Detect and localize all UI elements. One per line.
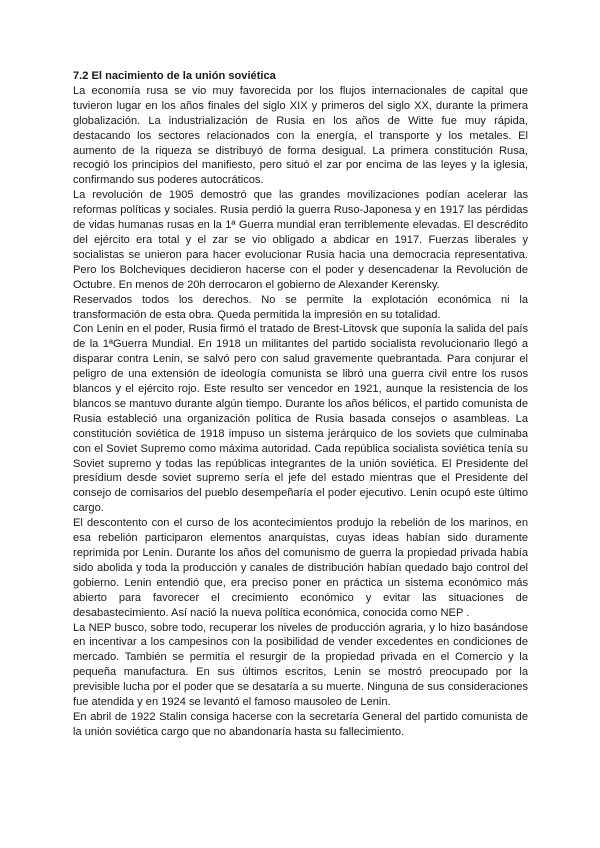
section-heading: 7.2 El nacimiento de la unión soviética (73, 70, 276, 82)
document-page (73, 69, 528, 740)
paragraph-lenin-power: Con Lenin en el poder, Rusia firmó el tratado de Brest-Litovsk que suponía la salida del país de la 1ªGuerra Mundial. En 1918 un militantes del partido socialista revolucionario llegó a disparar contra Lenin, se salvó pero con salud gravemente quebrantada. Para conjurar el peligro de una extensión de ideología comunista se libró una guerra civil entre los rusos blancos y el ejército rojo. Este resulto ser vencedor en 1921, aunque la resistencia de los blancos se mantuvo durante algún tiempo. Durante los años bélicos, el partido comunista de Rusia estableció una organización política de Rusia basada consejos o asambleas. La constitución soviética de 1918 impuso un sistema jerárquico de los soviets que culminaba con el Soviet Supremo como máxima autoridad. Cada república socialista soviética tenía su Soviet supremo y todas las repúblicas integrantes de la unión soviética. El Presidente del presídium desde soviet supremo sería el jefe del estado mientras que el Presidente del consejo de comisarios del pueblo desempeñaría el poder ejecutivo. Lenin ocupó este último cargo. (73, 323, 528, 515)
paragraph-revolution: La revolución de 1905 demostró que las grandes movilizaciones podían acelerar las reformas políticas y sociales. Rusia perdió la guerra Ruso-Japonesa y en 1917 las pérdidas de vidas humanas rusas en la 1ª Guerra mundial eran terriblemente elevadas. El descrédito del ejército era total y el zar se vio obligado a abdicar en 1917. Fuerzas liberales y socialistas se unieron para hacer evolucionar Rusia hacia una democracia representativa. Pero los Bolcheviques decidieron hacerse con el poder y desencadenar la Revolución de Octubre. En menos de 20h derrocaron el gobierno de Alexander Kerensky. (73, 189, 528, 291)
paragraph-discontent: El descontento con el curso de los acontecimientos produjo la rebelión de los marinos, en esa rebelión participaron elementos anarquistas, cuyas ideas habían sido duramente reprimida por Lenin. Durante los años del comunismo de guerra la propiedad privada había sido abolida y toda la producción y canales de distribución habían quedado bajo control del gobierno. Lenin entendió que, era preciso poner en práctica un sistema económico más abierto para favorecer el crecimiento económico y evitar las situaciones de desabastecimiento. Así nació la nueva política económica, conocida como NEP . (73, 517, 528, 619)
paragraph-rights-notice: Reservados todos los derechos. No se permite la explotación económica ni la transformación de esta obra. Queda permitida la impresión en su totalidad. (73, 293, 528, 321)
paragraph-nep: La NEP busco, sobre todo, recuperar los niveles de producción agraria, y lo hizo basándose en incentivar a los campesinos con la posibilidad de vender excedentes en condiciones de mercado. También se permitía el resurgir de la propiedad privada en el Comercio y la pequeña manufactura. En sus últimos escritos, Lenin se mostró preocupado por la previsible lucha por el poder que se desataría a su muerte. Ninguna de sus consideraciones fue atendida y en 1924 se levantó el famoso mausoleo de Lenin. (73, 621, 528, 709)
paragraph-economy: La economía rusa se vio muy favorecida por los flujos internacionales de capital que tuvieron lugar en los años finales del siglo XIX y primeros del siglo XX, durante la primera globalización. La industrialización de Rusia en los años de Witte fue muy rápida, destacando los sectores relacionados con la energía, el transporte y los metales. El aumento de la riqueza se distribuyó de forma desigual. La primera constitución Rusa, recogió los principios del manifiesto, pero situó el zar por encima de las leyes y la iglesia, confirmando sus poderes autocráticos. (73, 84, 528, 187)
paragraph-stalin: En abril de 1922 Stalin consiga hacerse con la secretaría General del partido comunista de la unión soviética cargo que no abandonaría hasta su fallecimiento. (73, 710, 528, 738)
